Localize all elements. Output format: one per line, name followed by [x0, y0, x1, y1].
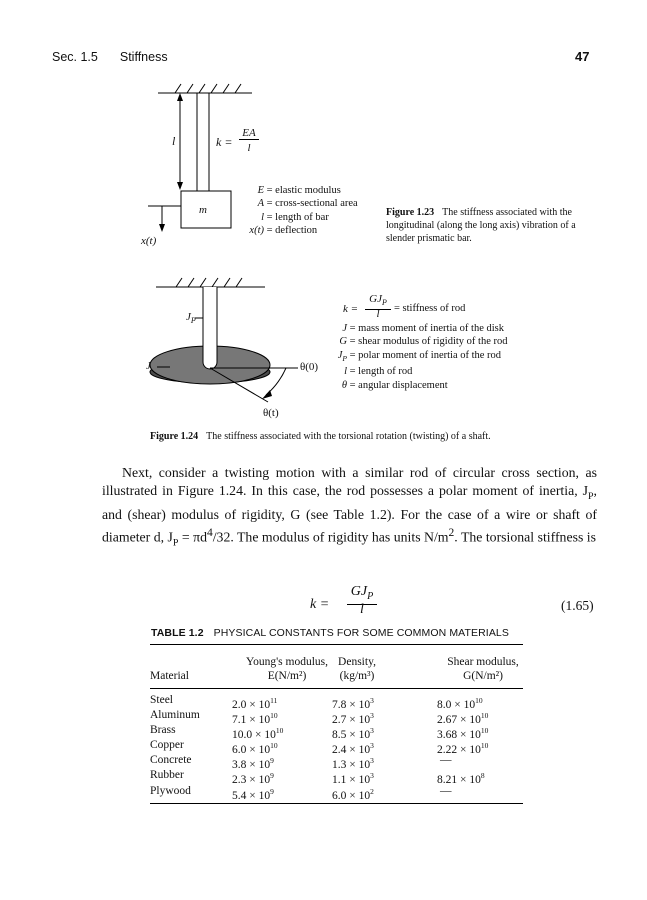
table-cell-shear: $2.67 \times 10^{10}$ — [437, 711, 489, 726]
table-cell-shear: $8.21 \times 10^8$ — [437, 771, 485, 787]
table-bottom-rule — [150, 803, 523, 804]
theta-0-label: θ(0) — [300, 361, 319, 373]
table-cell-density: $1.1 \times 10^3$ — [332, 771, 374, 787]
legend-item: θ = angular displacement — [341, 379, 448, 391]
fig-1-24-k-formula: k = $GJ_P$ l = stiffness of rod — [343, 293, 466, 320]
equation-1-65: k = $GJ_P$ l — [310, 585, 390, 625]
fig-1-24-legend — [315, 322, 507, 392]
header-material: Material — [150, 670, 189, 682]
rod — [203, 287, 217, 369]
header-shear-modulus: Shear modulus, G(N/m²) — [447, 656, 519, 682]
table-row — [150, 693, 523, 711]
table-cell-density: $2.4 \times 10^3$ — [332, 741, 374, 757]
table-cell-shear: $2.22 \times 10^{10}$ — [437, 741, 489, 757]
table-cell-shear: $3.68 \times 10^{10}$ — [437, 726, 489, 742]
legend-item: x(t) = deflection — [249, 225, 318, 237]
body-paragraph: Next, consider a twisting motion with a similar rod of circular cross section, as illustrated in Figure 1.24. In this case, the rod possesses a polar moment of inertia, $J_P$, and (shear) modulus of rigidity, G (see Table 1.2). For the case of a wire or shaft of diameter d, $J_P = \pi d^4/32$. The modulus of rigidity has units $N/m^2$. The torsional stiffness is — [102, 465, 597, 549]
table-cell-material: Copper — [150, 739, 184, 752]
legend-item: J = mass moment of inertia of the disk — [342, 323, 504, 334]
table-cell-youngs: $7.1 \times 10^{10}$ — [232, 711, 278, 726]
table-top-rule — [150, 644, 523, 645]
legend-item: A = cross-sectional area — [257, 198, 358, 210]
table-row — [150, 784, 523, 802]
legend-item: l = length of rod — [344, 366, 413, 378]
table-cell-material: Rubber — [150, 769, 184, 782]
polar-moment-label: $J_P$ — [186, 311, 196, 326]
section-title: Stiffness — [119, 50, 168, 64]
table-cell-youngs: $5.4 \times 10^9$ — [232, 786, 274, 802]
table-row — [150, 753, 523, 772]
table-cell-youngs: $2.0 \times 10^{11}$ — [232, 696, 278, 711]
table-title: TABLE 1.2 PHYSICAL CONSTANTS FOR SOME COMMON MATERIALS — [151, 627, 509, 639]
theta-t-label: θ(t) — [263, 407, 279, 419]
table-body — [150, 693, 523, 802]
table-row — [150, 723, 523, 742]
displacement-label: x(t) — [141, 235, 157, 247]
bar-length-label: l — [172, 134, 176, 148]
section-number: Sec. 1.5 — [52, 50, 98, 64]
figure-1-23-caption: Figure 1.23 The stiffness associated with the longitudinal (along the long axis) vibration of a slender prismatic bar. — [386, 207, 576, 244]
table-cell-material: Brass — [150, 724, 176, 737]
table-cell-shear: $8.0 \times 10^{10}$ — [437, 696, 483, 711]
table-cell-youngs: $10.0 \times 10^{10}$ — [232, 726, 284, 742]
table-row — [150, 738, 523, 757]
table-cell-youngs: $6.0 \times 10^{10}$ — [232, 741, 278, 757]
legend-item: $J_P$ = polar moment of inertia of the rod — [337, 349, 502, 363]
table-cell-density: $8.5 \times 10^3$ — [332, 726, 374, 742]
table-cell-material: Steel — [150, 694, 173, 706]
page-number: 47 — [575, 49, 590, 64]
equation-number: (1.65) — [561, 598, 594, 613]
table-row — [150, 708, 523, 726]
legend-item: G = shear modulus of rigidity of the rod — [339, 336, 508, 348]
table-cell-material: Concrete — [150, 754, 192, 767]
header-density: Density, (kg/m³) — [338, 656, 376, 682]
figure-1-23-label: Figure 1.23 — [386, 207, 435, 218]
table-cell-shear: — — [440, 784, 452, 797]
table-cell-density: $2.7 \times 10^3$ — [332, 711, 374, 726]
table-row — [150, 768, 523, 787]
table-cell-material: Plywood — [150, 784, 191, 797]
legend-item: l = length of bar — [261, 211, 329, 223]
table-cell-density: $6.0 \times 10^2$ — [332, 786, 374, 802]
table-cell-shear: — — [440, 754, 452, 767]
legend-item: E = elastic modulus — [257, 185, 341, 196]
table-cell-youngs: $2.3 \times 10^9$ — [232, 771, 274, 787]
table-cell-density: $7.8 \times 10^3$ — [332, 696, 374, 711]
disk-inertia-label: J — [146, 360, 151, 372]
figure-1-24-label: Figure 1.24 — [150, 431, 199, 442]
table-cell-youngs: $3.8 \times 10^9$ — [232, 756, 274, 772]
figure-1-24-caption: Figure 1.24 The stiffness associated with the torsional rotation (twisting) of a shaft. — [150, 431, 491, 442]
header-youngs-modulus: Young's modulus, E(N/m²) — [245, 656, 329, 682]
table-cell-material: Aluminum — [150, 709, 200, 722]
ceiling-hatch — [176, 278, 242, 287]
table-header-rule — [150, 688, 523, 689]
table-label: TABLE 1.2 — [151, 627, 204, 639]
table-cell-density: $1.3 \times 10^3$ — [332, 756, 374, 772]
mass-label: m — [199, 204, 207, 216]
